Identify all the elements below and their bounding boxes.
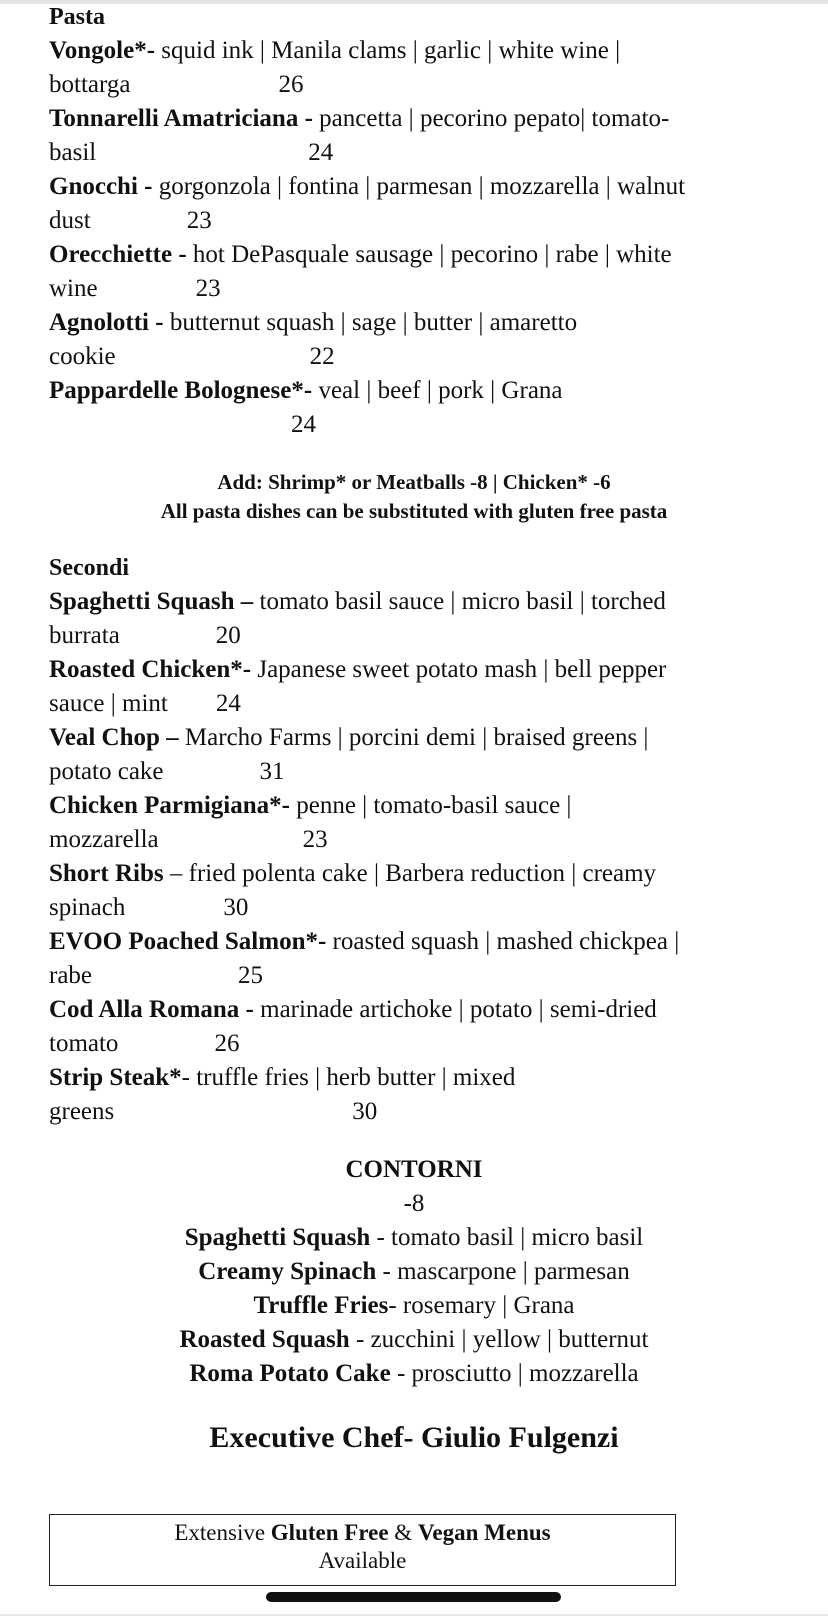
menu-item — [49, 374, 685, 442]
item-desc: bottarga — [49, 71, 131, 98]
item-desc: mozzarella — [49, 826, 159, 853]
item-name: Roasted Chicken*- — [49, 656, 252, 683]
item-desc: tomato basil sauce | micro basil | torched — [253, 588, 666, 615]
side-item — [49, 1357, 779, 1391]
item-desc: spinach — [49, 894, 126, 921]
item-desc: - truffle fries | herb butter | mixed — [181, 1064, 516, 1091]
item-desc: sauce | mint — [49, 690, 168, 717]
item-name: Vongole*- — [49, 37, 156, 64]
item-price: 23 — [195, 275, 221, 302]
footer-available: Available — [318, 1548, 407, 1573]
bottom-divider — [0, 1614, 828, 1616]
item-name: Pappardelle Bolognese*- — [49, 377, 313, 404]
side-name: Truffle Fries — [253, 1292, 389, 1319]
menu-item — [49, 857, 679, 925]
menu-item — [49, 306, 685, 374]
side-name: Roma Potato Cake — [189, 1360, 391, 1387]
item-name: Cod Alla Romana - — [49, 996, 254, 1023]
side-desc: - rosemary | Grana — [388, 1292, 575, 1319]
item-price: 23 — [186, 207, 212, 234]
item-desc: gorgonzola | fontina | parmesan | mozzarella | walnut — [152, 173, 686, 200]
item-price: 24 — [308, 139, 334, 166]
item-desc: butternut squash | sage | butter | amaretto — [163, 309, 578, 336]
side-desc: - tomato basil | micro basil — [370, 1224, 644, 1251]
item-name: Chicken Parmigiana*- — [49, 792, 290, 819]
item-name: Agnolotti - — [49, 309, 164, 336]
side-item — [49, 1323, 779, 1357]
menu-item — [49, 1061, 679, 1129]
item-price: 30 — [223, 894, 249, 921]
item-price: 25 — [238, 962, 264, 989]
side-desc: - zucchini | yellow | butternut — [349, 1326, 649, 1353]
item-name: Short Ribs — [49, 860, 164, 887]
side-desc: - prosciutto | mozzarella — [390, 1360, 639, 1387]
item-name: Orecchiette - — [49, 241, 187, 268]
item-desc: Marcho Farms | porcini demi | braised greens | — [178, 724, 649, 751]
item-name: EVOO Poached Salmon*- — [49, 928, 327, 955]
item-desc: potato cake — [49, 758, 164, 785]
contorni-price: -8 — [403, 1190, 425, 1217]
item-price: 24 — [215, 690, 241, 717]
side-name: Creamy Spinach — [198, 1258, 377, 1285]
menu-item — [49, 102, 685, 170]
menu-item — [49, 721, 679, 789]
side-item — [49, 1255, 779, 1289]
pasta-heading: Pasta — [49, 4, 105, 30]
menu-item — [49, 789, 679, 857]
item-price: 26 — [214, 1030, 240, 1057]
side-desc: - mascarpone | parmesan — [376, 1258, 630, 1285]
item-desc: tomato — [49, 1030, 119, 1057]
item-desc: Japanese sweet potato mash | bell pepper — [251, 656, 667, 683]
contorni-heading: CONTORNI — [345, 1156, 483, 1183]
secondi-heading: Secondi — [49, 555, 130, 581]
footer-amp: & — [388, 1520, 418, 1545]
item-desc: basil — [49, 139, 97, 166]
item-desc: penne | tomato-basil sauce | — [289, 792, 572, 819]
footer-gluten-free: Gluten Free — [270, 1520, 389, 1545]
item-desc: veal | beef | pork | Grana — [312, 377, 563, 404]
item-name: Gnocchi - — [49, 173, 153, 200]
item-price: 30 — [352, 1098, 378, 1125]
side-item — [49, 1221, 779, 1255]
item-price: 24 — [291, 411, 316, 438]
item-desc: dust — [49, 207, 91, 234]
menu-item — [49, 170, 685, 238]
footer-text: Extensive — [174, 1520, 271, 1545]
executive-chef: Executive Chef- Giulio Fulgenzi — [209, 1421, 619, 1454]
side-name: Spaghetti Squash — [184, 1224, 371, 1251]
home-indicator[interactable] — [266, 1592, 561, 1602]
pasta-notes — [49, 468, 779, 526]
menu-item — [49, 585, 679, 653]
item-desc: rabe — [49, 962, 93, 989]
menu-item — [49, 925, 679, 993]
item-desc: squid ink | Manila clams | garlic | white wine | — [155, 37, 621, 64]
item-name: Tonnarelli Amatriciana - — [49, 105, 313, 132]
footer-vegan: Vegan Menus — [417, 1520, 551, 1545]
item-name: Veal Chop – — [49, 724, 179, 751]
item-desc: roasted squash | mashed chickpea | — [326, 928, 680, 955]
item-desc: – fried polenta cake | Barbera reduction | creamy — [163, 860, 657, 887]
item-price: 26 — [278, 71, 304, 98]
menu-item — [49, 993, 679, 1061]
menu-item — [49, 238, 685, 306]
pasta-section — [49, 0, 685, 442]
item-desc: pancetta | pecorino pepato| tomato- — [312, 105, 670, 132]
menu-item — [49, 653, 679, 721]
gluten-free-note: All pasta dishes can be substituted with gluten free pasta — [160, 499, 668, 523]
item-name: Strip Steak* — [49, 1064, 182, 1091]
secondi-section — [49, 551, 679, 1129]
item-desc: wine — [49, 275, 98, 302]
item-price: 22 — [309, 343, 335, 370]
special-menus-box — [49, 1514, 676, 1586]
side-item — [49, 1289, 779, 1323]
item-desc: hot DePasquale sausage | pecorino | rabe | white — [186, 241, 672, 268]
item-desc: burrata — [49, 622, 120, 649]
item-desc: marinade artichoke | potato | semi-dried — [253, 996, 657, 1023]
item-price: 23 — [302, 826, 328, 853]
menu-item — [49, 34, 685, 102]
item-name: Spaghetti Squash – — [49, 588, 254, 615]
item-price: 20 — [215, 622, 241, 649]
item-desc: cookie — [49, 343, 116, 370]
item-price: 31 — [259, 758, 285, 785]
add-protein-note: Add: Shrimp* or Meatballs -8 | Chicken* -6 — [217, 470, 611, 494]
side-name: Roasted Squash — [179, 1326, 350, 1353]
contorni-section — [49, 1153, 779, 1391]
item-desc: greens — [49, 1098, 115, 1125]
